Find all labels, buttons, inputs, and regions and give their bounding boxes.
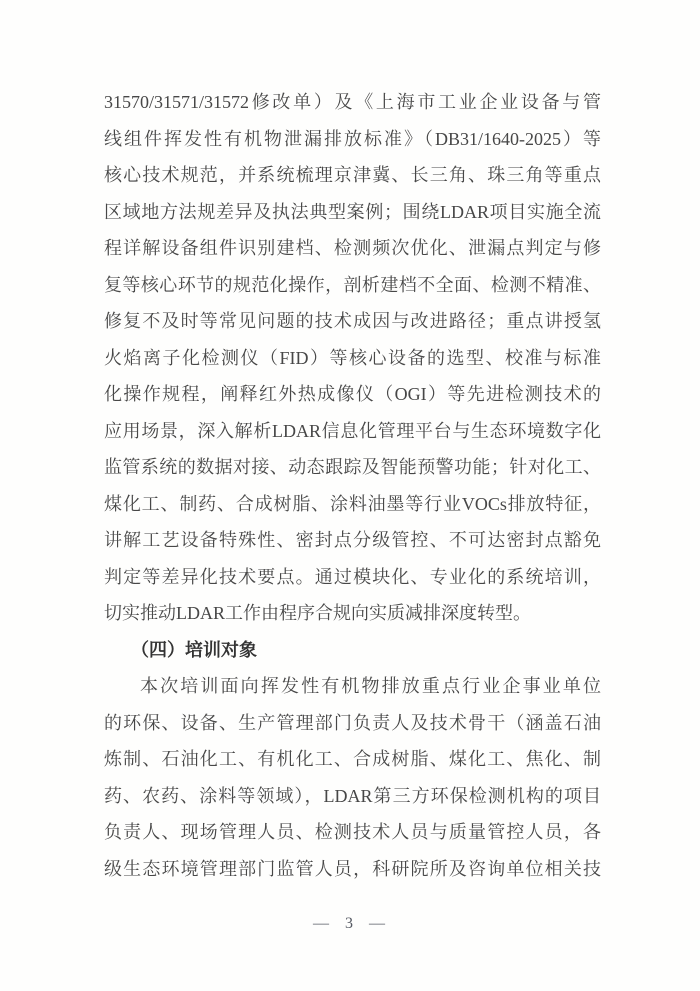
section-heading: （四）培训对象 xyxy=(131,639,257,660)
body-line: 的环保、设备、生产管理部门负责人及技术骨干（涵盖石油 xyxy=(104,712,601,733)
body-line: 核心技术规范，并系统梳理京津冀、长三角、珠三角等重点 xyxy=(104,165,601,185)
body-line: 31570/31571/31572修改单）及《上海市工业企业设备与管 xyxy=(104,92,601,112)
body-line: 区域地方法规差异及执法典型案例；围绕LDAR项目实施全流 xyxy=(104,201,601,222)
body-line: 负责人、现场管理人员、检测技术人员与质量管控人员，各 xyxy=(104,822,601,842)
body-line: 化操作规程，阐释红外热成像仪（OGI）等先进检测技术的 xyxy=(104,384,601,404)
body-line: 复等核心环节的规范化操作，剖析建档不全面、检测不精准、 xyxy=(104,274,601,295)
page-number: — 3 — xyxy=(313,915,387,932)
body-line: 修复不及时等常见问题的技术成因与改进路径；重点讲授氢 xyxy=(104,311,601,331)
body-line: 讲解工艺设备特殊性、密封点分级管控、不可达密封点豁免 xyxy=(104,530,601,550)
body-line: 监管系统的数据对接、动态跟踪及智能预警功能；针对化工、 xyxy=(104,457,601,477)
body-line: 炼制、石油化工、有机化工、合成树脂、煤化工、焦化、制 xyxy=(104,749,601,769)
body-line: 火焰离子化检测仪（FID）等核心设备的选型、校准与标准 xyxy=(104,347,601,368)
body-line: 应用场景，深入解析LDAR信息化管理平台与生态环境数字化 xyxy=(104,420,601,441)
body-line: 程详解设备组件识别建档、检测频次优化、泄漏点判定与修 xyxy=(104,238,601,258)
body-line: 判定等差异化技术要点。通过模块化、专业化的系统培训， xyxy=(104,566,601,587)
body-line: 药、农药、涂料等领域），LDAR第三方环保检测机构的项目 xyxy=(104,785,601,806)
body-line: 线组件挥发性有机物泄漏排放标准》（DB31/1640-2025）等 xyxy=(104,128,601,149)
body-line: 切实推动LDAR工作由程序合规向实质减排深度转型。 xyxy=(104,603,531,623)
body-line: 级生态环境管理部门监管人员，科研院所及咨询单位相关技 xyxy=(104,858,601,879)
body-line: 煤化工、制药、合成树脂、涂料油墨等行业VOCs排放特征， xyxy=(104,493,601,514)
text-block xyxy=(104,84,601,887)
body-line: 本次培训面向挥发性有机物排放重点行业企事业单位 xyxy=(140,676,601,696)
